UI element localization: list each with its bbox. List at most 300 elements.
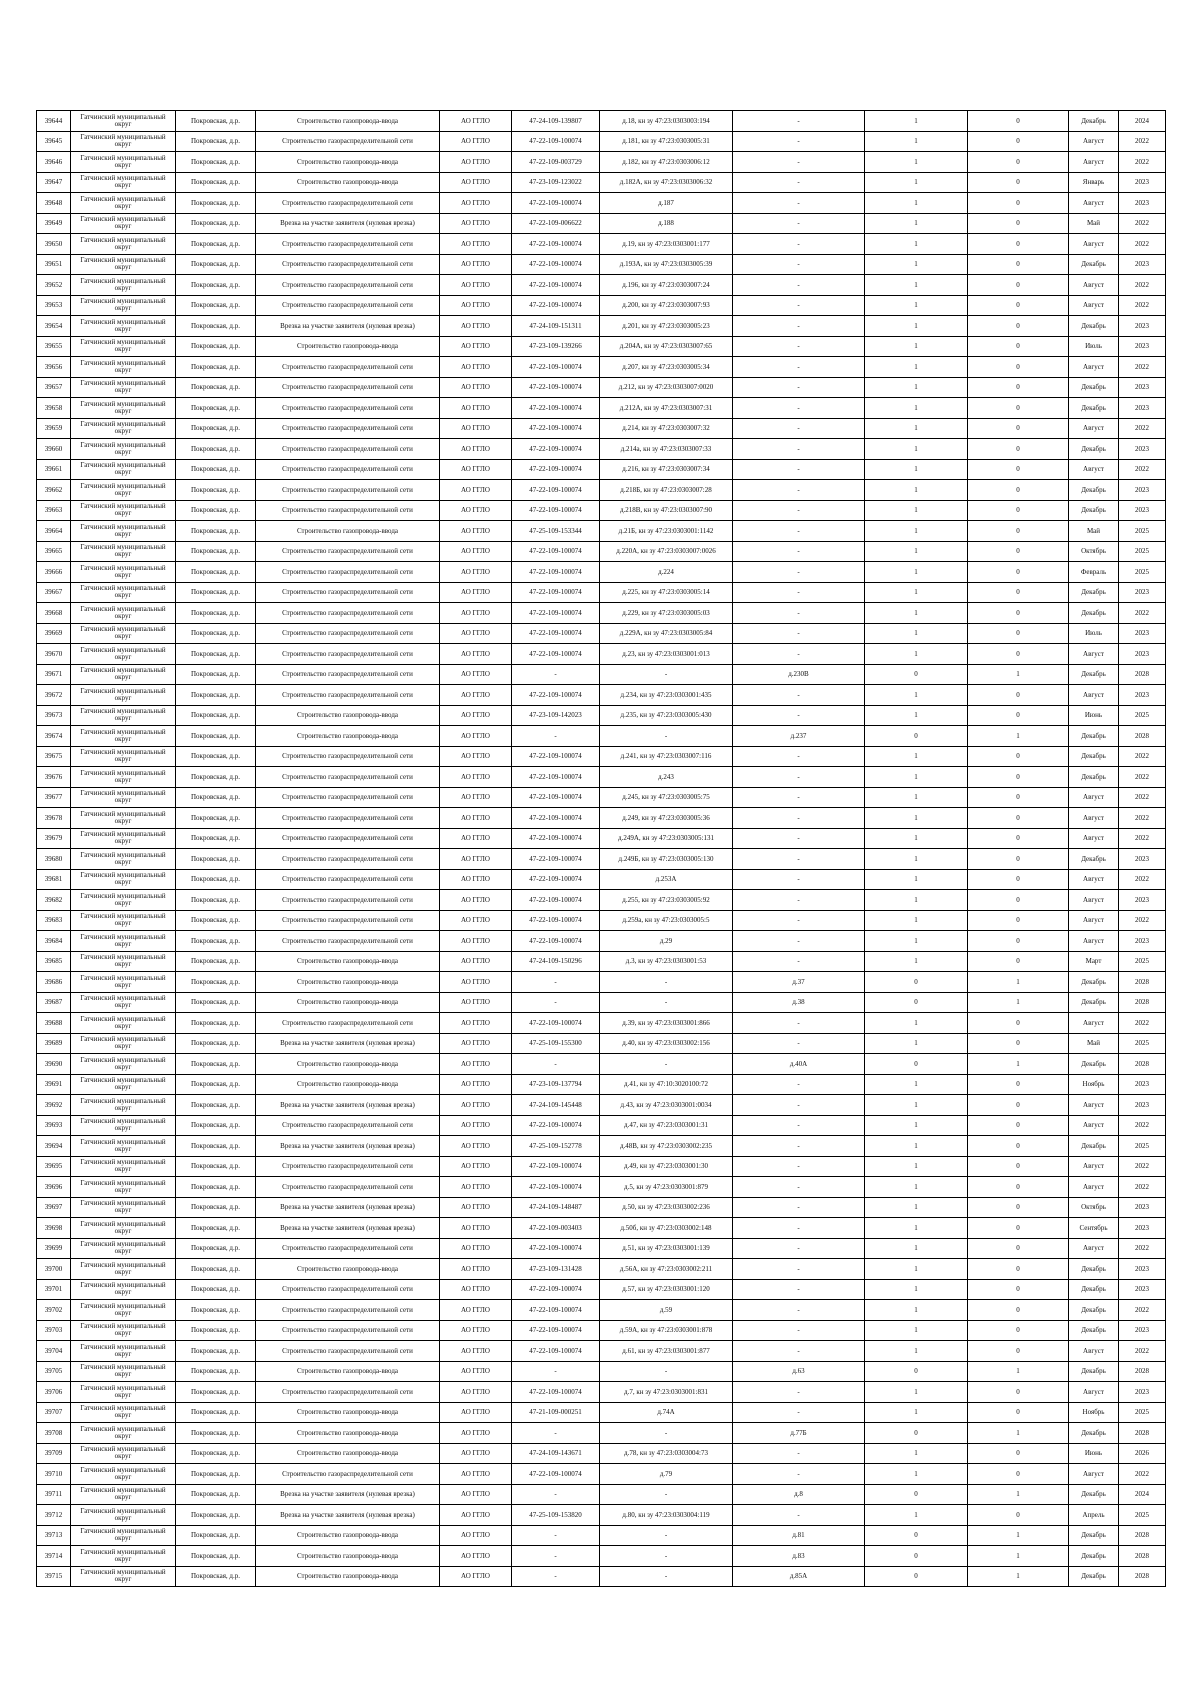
work-type-cell: Строительство газораспределительной сети [256, 234, 440, 255]
settlement-cell: Покровская, д.р. [176, 1300, 256, 1321]
address-cadastral-cell: - [600, 1484, 733, 1505]
contract-number-cell: 47-22-109-100074 [512, 890, 600, 911]
month-cell: Апрель [1069, 1505, 1119, 1526]
table-row [37, 1300, 1166, 1321]
address-cadastral-cell: д.50б, кн зу 47:23:0303002:148 [600, 1218, 733, 1239]
work-type-cell: Строительство газопровода-ввода [256, 992, 440, 1013]
address-cadastral-cell: д.39, кн зу 47:23:0303001:866 [600, 1013, 733, 1034]
count-contracted-cell: 0 [865, 1546, 968, 1567]
planned-address-cell: - [733, 1402, 865, 1423]
count-contracted-cell: 1 [865, 521, 968, 542]
address-cadastral-cell: д.245, кн зу 47:23:0303005:75 [600, 787, 733, 808]
count-planned-cell: 0 [968, 1464, 1069, 1485]
contract-number-cell: 47-22-109-100074 [512, 357, 600, 378]
planned-address-cell: - [733, 172, 865, 193]
settlement-cell: Покровская, д.р. [176, 972, 256, 993]
month-cell: Август [1069, 1464, 1119, 1485]
work-type-cell: Строительство газораспределительной сети [256, 603, 440, 624]
municipality-cell: Гатчинский муниципальный округ [71, 316, 176, 337]
month-cell: Август [1069, 131, 1119, 152]
row-number-cell: 39696 [37, 1177, 71, 1198]
municipality-cell: Гатчинский муниципальный округ [71, 131, 176, 152]
municipality-cell: Гатчинский муниципальный округ [71, 521, 176, 542]
settlement-cell: Покровская, д.р. [176, 685, 256, 706]
municipality-cell: Гатчинский муниципальный округ [71, 418, 176, 439]
address-cadastral-cell: д.182А, кн зу 47:23:0303006:32 [600, 172, 733, 193]
work-type-cell: Строительство газораспределительной сети [256, 1279, 440, 1300]
count-contracted-cell: 1 [865, 1033, 968, 1054]
count-planned-cell: 1 [968, 664, 1069, 685]
row-number-cell: 39675 [37, 746, 71, 767]
count-contracted-cell: 1 [865, 439, 968, 460]
work-type-cell: Строительство газопровода-ввода [256, 1402, 440, 1423]
planned-address-cell: - [733, 213, 865, 234]
row-number-cell: 39674 [37, 726, 71, 747]
contract-number-cell: 47-23-109-131428 [512, 1259, 600, 1280]
contract-number-cell: 47-24-109-145448 [512, 1095, 600, 1116]
month-cell: Ноябрь [1069, 1074, 1119, 1095]
organization-cell: АО ГГЛО [440, 1320, 512, 1341]
work-type-cell: Строительство газораспределительной сети [256, 459, 440, 480]
organization-cell: АО ГГЛО [440, 459, 512, 480]
settlement-cell: Покровская, д.р. [176, 582, 256, 603]
work-type-cell: Строительство газопровода-ввода [256, 152, 440, 173]
planned-address-cell: - [733, 603, 865, 624]
organization-cell: АО ГГЛО [440, 1136, 512, 1157]
work-type-cell: Врезка на участке заявителя (нулевая врезка) [256, 1484, 440, 1505]
count-planned-cell: 0 [968, 767, 1069, 788]
work-type-cell: Врезка на участке заявителя (нулевая врезка) [256, 316, 440, 337]
table-row [37, 1382, 1166, 1403]
year-cell: 2024 [1119, 111, 1166, 132]
month-cell: Август [1069, 644, 1119, 665]
count-contracted-cell: 0 [865, 1484, 968, 1505]
count-contracted-cell: 1 [865, 828, 968, 849]
count-contracted-cell: 1 [865, 931, 968, 952]
organization-cell: АО ГГЛО [440, 828, 512, 849]
contract-number-cell: 47-22-109-100074 [512, 1156, 600, 1177]
contract-number-cell: 47-22-109-100074 [512, 377, 600, 398]
year-cell: 2023 [1119, 623, 1166, 644]
address-cadastral-cell: д.47, кн зу 47:23:0303001:31 [600, 1115, 733, 1136]
settlement-cell: Покровская, д.р. [176, 623, 256, 644]
count-planned-cell: 0 [968, 459, 1069, 480]
count-planned-cell: 1 [968, 1566, 1069, 1587]
planned-address-cell: - [733, 562, 865, 583]
planned-address-cell: - [733, 746, 865, 767]
month-cell: Август [1069, 1115, 1119, 1136]
organization-cell: АО ГГЛО [440, 1013, 512, 1034]
work-type-cell: Строительство газораспределительной сети [256, 767, 440, 788]
count-contracted-cell: 1 [865, 254, 968, 275]
address-cadastral-cell: д.229, кн зу 47:23:0303005:03 [600, 603, 733, 624]
count-planned-cell: 0 [968, 1382, 1069, 1403]
count-contracted-cell: 1 [865, 1095, 968, 1116]
count-contracted-cell: 0 [865, 664, 968, 685]
settlement-cell: Покровская, д.р. [176, 1402, 256, 1423]
count-planned-cell: 0 [968, 890, 1069, 911]
count-planned-cell: 0 [968, 1443, 1069, 1464]
count-planned-cell: 0 [968, 582, 1069, 603]
organization-cell: АО ГГЛО [440, 726, 512, 747]
month-cell: Декабрь [1069, 1320, 1119, 1341]
count-planned-cell: 0 [968, 1033, 1069, 1054]
table-row [37, 746, 1166, 767]
table-row [37, 849, 1166, 870]
count-contracted-cell: 1 [865, 767, 968, 788]
contract-number-cell: 47-22-109-100074 [512, 131, 600, 152]
count-contracted-cell: 1 [865, 1156, 968, 1177]
address-cadastral-cell: д.255, кн зу 47:23:0303005:92 [600, 890, 733, 911]
settlement-cell: Покровская, д.р. [176, 193, 256, 214]
count-contracted-cell: 1 [865, 1382, 968, 1403]
municipality-cell: Гатчинский муниципальный округ [71, 1136, 176, 1157]
table-row [37, 1443, 1166, 1464]
count-contracted-cell: 1 [865, 1341, 968, 1362]
settlement-cell: Покровская, д.р. [176, 931, 256, 952]
settlement-cell: Покровская, д.р. [176, 377, 256, 398]
municipality-cell: Гатчинский муниципальный округ [71, 1402, 176, 1423]
planned-address-cell: - [733, 439, 865, 460]
row-number-cell: 39706 [37, 1382, 71, 1403]
municipality-cell: Гатчинский муниципальный округ [71, 254, 176, 275]
address-cadastral-cell: - [600, 1423, 733, 1444]
year-cell: 2028 [1119, 1566, 1166, 1587]
table-row [37, 828, 1166, 849]
work-type-cell: Врезка на участке заявителя (нулевая врезка) [256, 1033, 440, 1054]
table-row [37, 931, 1166, 952]
organization-cell: АО ГГЛО [440, 808, 512, 829]
work-type-cell: Строительство газораспределительной сети [256, 808, 440, 829]
municipality-cell: Гатчинский муниципальный округ [71, 705, 176, 726]
year-cell: 2022 [1119, 275, 1166, 296]
count-planned-cell: 0 [968, 1115, 1069, 1136]
organization-cell: АО ГГЛО [440, 972, 512, 993]
row-number-cell: 39646 [37, 152, 71, 173]
planned-address-cell: - [733, 1238, 865, 1259]
address-cadastral-cell: - [600, 1546, 733, 1567]
settlement-cell: Покровская, д.р. [176, 1423, 256, 1444]
address-cadastral-cell: д.229А, кн зу 47:23:0303005:84 [600, 623, 733, 644]
year-cell: 2028 [1119, 726, 1166, 747]
organization-cell: АО ГГЛО [440, 951, 512, 972]
organization-cell: АО ГГЛО [440, 664, 512, 685]
table-row [37, 500, 1166, 521]
organization-cell: АО ГГЛО [440, 1423, 512, 1444]
organization-cell: АО ГГЛО [440, 1566, 512, 1587]
address-cadastral-cell: д.218Б, кн зу 47:23:0303007:28 [600, 480, 733, 501]
planned-address-cell: д.83 [733, 1546, 865, 1567]
organization-cell: АО ГГЛО [440, 234, 512, 255]
municipality-cell: Гатчинский муниципальный округ [71, 1443, 176, 1464]
organization-cell: АО ГГЛО [440, 213, 512, 234]
count-contracted-cell: 0 [865, 992, 968, 1013]
municipality-cell: Гатчинский муниципальный округ [71, 1341, 176, 1362]
address-cadastral-cell: д.50, кн зу 47:23:0303002:236 [600, 1197, 733, 1218]
count-contracted-cell: 1 [865, 377, 968, 398]
work-type-cell: Строительство газораспределительной сети [256, 131, 440, 152]
municipality-cell: Гатчинский муниципальный округ [71, 357, 176, 378]
table-row [37, 1320, 1166, 1341]
work-type-cell: Строительство газопровода-ввода [256, 1566, 440, 1587]
address-cadastral-cell: д.253А [600, 869, 733, 890]
row-number-cell: 39710 [37, 1464, 71, 1485]
contract-number-cell: 47-23-109-137794 [512, 1074, 600, 1095]
count-contracted-cell: 1 [865, 705, 968, 726]
planned-address-cell: - [733, 234, 865, 255]
address-cadastral-cell: д.212А, кн зу 47:23:0303007:31 [600, 398, 733, 419]
organization-cell: АО ГГЛО [440, 377, 512, 398]
planned-address-cell: - [733, 1095, 865, 1116]
contract-number-cell: 47-25-109-152778 [512, 1136, 600, 1157]
settlement-cell: Покровская, д.р. [176, 1259, 256, 1280]
count-planned-cell: 0 [968, 685, 1069, 706]
count-contracted-cell: 1 [865, 869, 968, 890]
work-type-cell: Строительство газораспределительной сети [256, 869, 440, 890]
organization-cell: АО ГГЛО [440, 644, 512, 665]
count-planned-cell: 0 [968, 1279, 1069, 1300]
year-cell: 2022 [1119, 1156, 1166, 1177]
municipality-cell: Гатчинский муниципальный округ [71, 1546, 176, 1567]
planned-address-cell: - [733, 418, 865, 439]
count-contracted-cell: 1 [865, 685, 968, 706]
month-cell: Декабрь [1069, 377, 1119, 398]
table-row [37, 439, 1166, 460]
month-cell: Декабрь [1069, 1259, 1119, 1280]
settlement-cell: Покровская, д.р. [176, 1484, 256, 1505]
count-planned-cell: 0 [968, 152, 1069, 173]
planned-address-cell: - [733, 1013, 865, 1034]
address-cadastral-cell: д.207, кн зу 47:23:0303005:34 [600, 357, 733, 378]
planned-address-cell: - [733, 1074, 865, 1095]
year-cell: 2023 [1119, 500, 1166, 521]
count-planned-cell: 0 [968, 1341, 1069, 1362]
table-row [37, 336, 1166, 357]
year-cell: 2023 [1119, 644, 1166, 665]
planned-address-cell: д.40А [733, 1054, 865, 1075]
year-cell: 2023 [1119, 336, 1166, 357]
table-row [37, 398, 1166, 419]
count-contracted-cell: 1 [865, 459, 968, 480]
planned-address-cell: - [733, 131, 865, 152]
settlement-cell: Покровская, д.р. [176, 254, 256, 275]
contract-number-cell: 47-22-109-100074 [512, 787, 600, 808]
year-cell: 2028 [1119, 1546, 1166, 1567]
year-cell: 2023 [1119, 849, 1166, 870]
contract-number-cell: - [512, 1361, 600, 1382]
month-cell: Декабрь [1069, 500, 1119, 521]
month-cell: Декабрь [1069, 1566, 1119, 1587]
contract-number-cell: - [512, 664, 600, 685]
municipality-cell: Гатчинский муниципальный округ [71, 931, 176, 952]
contract-number-cell: 47-24-109-148487 [512, 1197, 600, 1218]
municipality-cell: Гатчинский муниципальный округ [71, 1177, 176, 1198]
organization-cell: АО ГГЛО [440, 1259, 512, 1280]
year-cell: 2022 [1119, 746, 1166, 767]
contract-number-cell: - [512, 1484, 600, 1505]
settlement-cell: Покровская, д.р. [176, 275, 256, 296]
count-contracted-cell: 1 [865, 316, 968, 337]
organization-cell: АО ГГЛО [440, 541, 512, 562]
settlement-cell: Покровская, д.р. [176, 398, 256, 419]
year-cell: 2028 [1119, 972, 1166, 993]
year-cell: 2028 [1119, 1361, 1166, 1382]
contract-number-cell: - [512, 726, 600, 747]
row-number-cell: 39667 [37, 582, 71, 603]
work-type-cell: Строительство газораспределительной сети [256, 562, 440, 583]
table-row [37, 1279, 1166, 1300]
work-type-cell: Врезка на участке заявителя (нулевая врезка) [256, 213, 440, 234]
count-contracted-cell: 1 [865, 1115, 968, 1136]
month-cell: Август [1069, 787, 1119, 808]
municipality-cell: Гатчинский муниципальный округ [71, 726, 176, 747]
count-contracted-cell: 1 [865, 1259, 968, 1280]
organization-cell: АО ГГЛО [440, 746, 512, 767]
count-planned-cell: 0 [968, 1218, 1069, 1239]
municipality-cell: Гатчинский муниципальный округ [71, 1361, 176, 1382]
row-number-cell: 39671 [37, 664, 71, 685]
table-row [37, 1423, 1166, 1444]
organization-cell: АО ГГЛО [440, 582, 512, 603]
contract-number-cell: 47-22-109-100074 [512, 828, 600, 849]
organization-cell: АО ГГЛО [440, 131, 512, 152]
row-number-cell: 39659 [37, 418, 71, 439]
table-row [37, 705, 1166, 726]
year-cell: 2023 [1119, 1279, 1166, 1300]
count-planned-cell: 0 [968, 705, 1069, 726]
count-contracted-cell: 0 [865, 1566, 968, 1587]
organization-cell: АО ГГЛО [440, 869, 512, 890]
year-cell: 2028 [1119, 992, 1166, 1013]
month-cell: Октябрь [1069, 541, 1119, 562]
row-number-cell: 39649 [37, 213, 71, 234]
planned-address-cell: - [733, 623, 865, 644]
month-cell: Декабрь [1069, 1423, 1119, 1444]
month-cell: Август [1069, 152, 1119, 173]
count-planned-cell: 1 [968, 1054, 1069, 1075]
contract-number-cell: 47-22-109-100074 [512, 685, 600, 706]
year-cell: 2028 [1119, 1423, 1166, 1444]
count-contracted-cell: 0 [865, 1361, 968, 1382]
settlement-cell: Покровская, д.р. [176, 1566, 256, 1587]
municipality-cell: Гатчинский муниципальный округ [71, 644, 176, 665]
work-type-cell: Строительство газопровода-ввода [256, 1525, 440, 1546]
row-number-cell: 39698 [37, 1218, 71, 1239]
work-type-cell: Строительство газораспределительной сети [256, 746, 440, 767]
settlement-cell: Покровская, д.р. [176, 1197, 256, 1218]
planned-address-cell: - [733, 849, 865, 870]
address-cadastral-cell: д.181, кн зу 47:23:0303005:31 [600, 131, 733, 152]
year-cell: 2022 [1119, 357, 1166, 378]
year-cell: 2022 [1119, 459, 1166, 480]
count-contracted-cell: 1 [865, 787, 968, 808]
count-contracted-cell: 1 [865, 623, 968, 644]
count-contracted-cell: 1 [865, 1136, 968, 1157]
row-number-cell: 39685 [37, 951, 71, 972]
planned-address-cell: - [733, 828, 865, 849]
settlement-cell: Покровская, д.р. [176, 992, 256, 1013]
settlement-cell: Покровская, д.р. [176, 1033, 256, 1054]
row-number-cell: 39681 [37, 869, 71, 890]
work-type-cell: Строительство газопровода-ввода [256, 521, 440, 542]
municipality-cell: Гатчинский муниципальный округ [71, 1054, 176, 1075]
year-cell: 2025 [1119, 1402, 1166, 1423]
municipality-cell: Гатчинский муниципальный округ [71, 500, 176, 521]
contract-number-cell: 47-22-109-100074 [512, 767, 600, 788]
month-cell: Август [1069, 1013, 1119, 1034]
municipality-cell: Гатчинский муниципальный округ [71, 992, 176, 1013]
count-planned-cell: 0 [968, 644, 1069, 665]
settlement-cell: Покровская, д.р. [176, 1074, 256, 1095]
organization-cell: АО ГГЛО [440, 152, 512, 173]
table-row [37, 910, 1166, 931]
contract-number-cell: 47-22-109-100074 [512, 1238, 600, 1259]
month-cell: Декабрь [1069, 480, 1119, 501]
address-cadastral-cell: д.200, кн зу 47:23:0303007:93 [600, 295, 733, 316]
contract-number-cell: - [512, 1423, 600, 1444]
contract-number-cell: 47-22-109-100074 [512, 582, 600, 603]
table-row [37, 193, 1166, 214]
organization-cell: АО ГГЛО [440, 1238, 512, 1259]
month-cell: Декабрь [1069, 1054, 1119, 1075]
work-type-cell: Строительство газораспределительной сети [256, 1177, 440, 1198]
planned-address-cell: д.77Б [733, 1423, 865, 1444]
count-contracted-cell: 0 [865, 972, 968, 993]
settlement-cell: Покровская, д.р. [176, 746, 256, 767]
address-cadastral-cell: д.19, кн зу 47:23:0303001:177 [600, 234, 733, 255]
work-type-cell: Строительство газораспределительной сети [256, 357, 440, 378]
count-planned-cell: 0 [968, 500, 1069, 521]
row-number-cell: 39689 [37, 1033, 71, 1054]
settlement-cell: Покровская, д.р. [176, 1177, 256, 1198]
planned-address-cell: - [733, 541, 865, 562]
work-type-cell: Строительство газораспределительной сети [256, 910, 440, 931]
municipality-cell: Гатчинский муниципальный округ [71, 869, 176, 890]
table-row [37, 254, 1166, 275]
year-cell: 2023 [1119, 439, 1166, 460]
contract-number-cell: 47-23-109-123022 [512, 172, 600, 193]
settlement-cell: Покровская, д.р. [176, 152, 256, 173]
month-cell: Декабрь [1069, 849, 1119, 870]
count-contracted-cell: 1 [865, 193, 968, 214]
year-cell: 2022 [1119, 1115, 1166, 1136]
count-planned-cell: 0 [968, 439, 1069, 460]
work-type-cell: Строительство газораспределительной сети [256, 849, 440, 870]
address-cadastral-cell: д.182, кн зу 47:23:0303006:12 [600, 152, 733, 173]
organization-cell: АО ГГЛО [440, 1218, 512, 1239]
contract-number-cell: 47-25-109-153344 [512, 521, 600, 542]
table-row [37, 1464, 1166, 1485]
count-planned-cell: 0 [968, 357, 1069, 378]
address-cadastral-cell: д.23, кн зу 47:23:0303001:013 [600, 644, 733, 665]
year-cell: 2023 [1119, 1074, 1166, 1095]
count-contracted-cell: 1 [865, 398, 968, 419]
row-number-cell: 39700 [37, 1259, 71, 1280]
organization-cell: АО ГГЛО [440, 1156, 512, 1177]
planned-address-cell: д.37 [733, 972, 865, 993]
count-contracted-cell: 0 [865, 1054, 968, 1075]
municipality-cell: Гатчинский муниципальный округ [71, 1115, 176, 1136]
table-row [37, 172, 1166, 193]
count-planned-cell: 1 [968, 726, 1069, 747]
organization-cell: АО ГГЛО [440, 1300, 512, 1321]
year-cell: 2022 [1119, 603, 1166, 624]
year-cell: 2023 [1119, 1382, 1166, 1403]
table-row [37, 1218, 1166, 1239]
municipality-cell: Гатчинский муниципальный округ [71, 1525, 176, 1546]
address-cadastral-cell: д.214, кн зу 47:23:0303007:32 [600, 418, 733, 439]
municipality-cell: Гатчинский муниципальный округ [71, 111, 176, 132]
